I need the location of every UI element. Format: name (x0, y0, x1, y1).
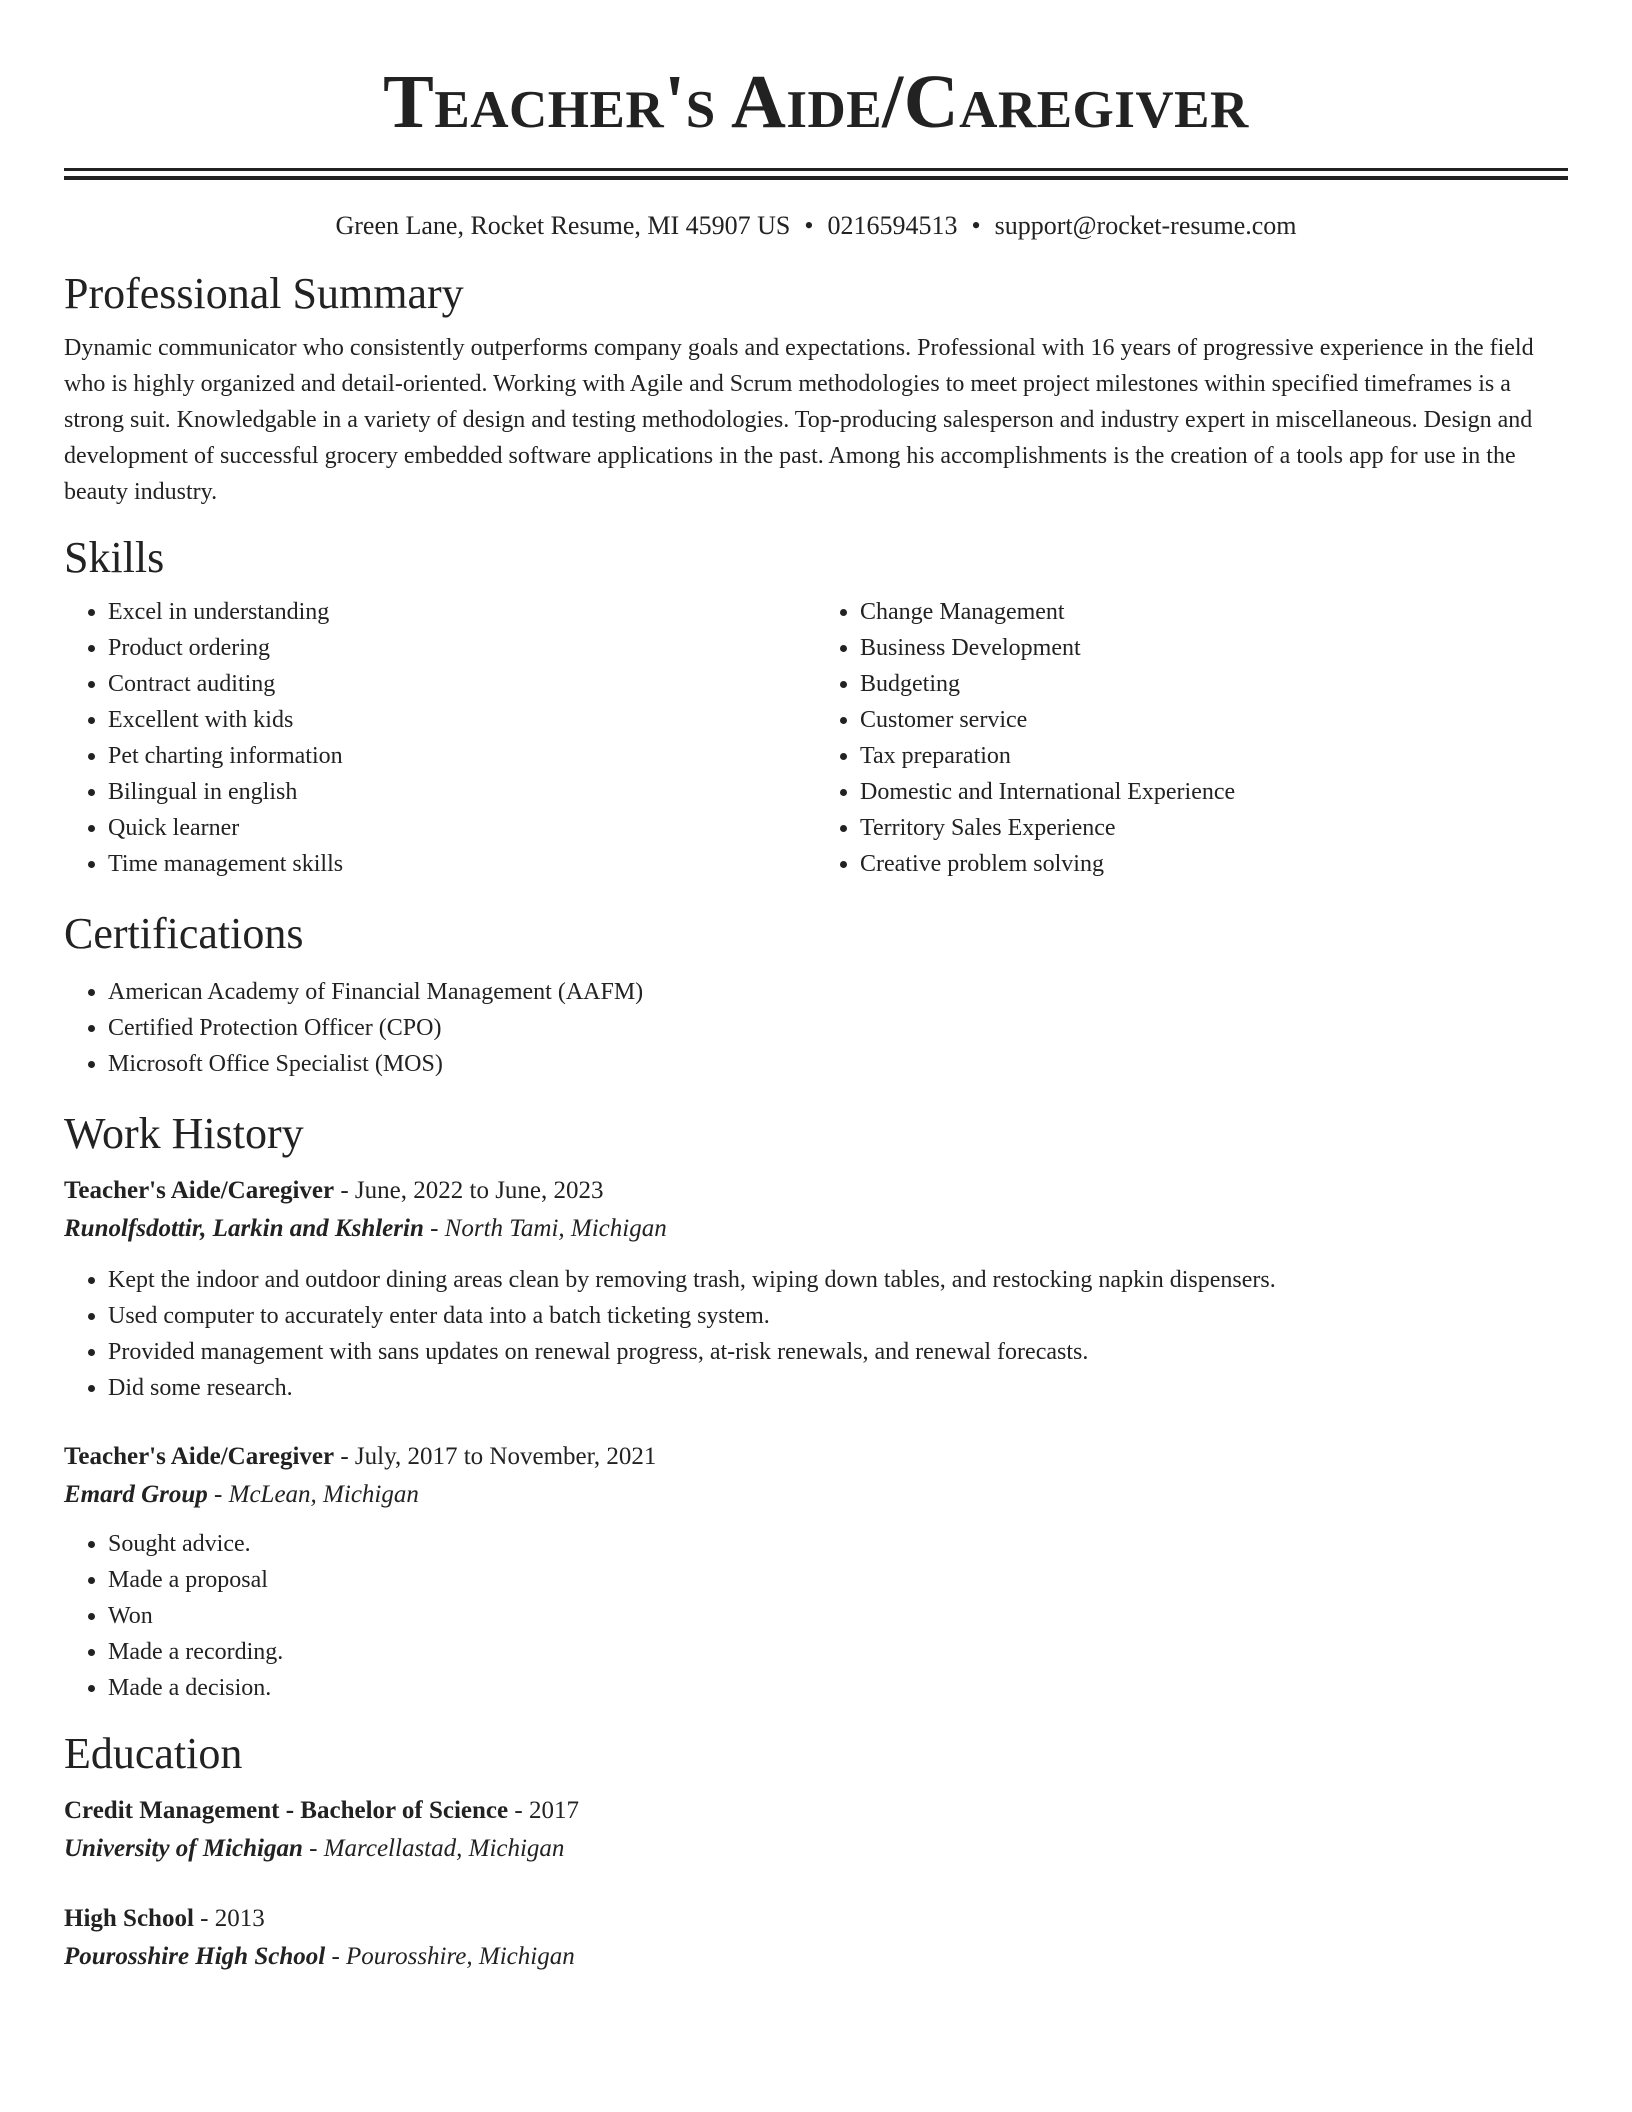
skill-item: • Creative problem solving (860, 846, 1568, 882)
education-degree: High School (64, 1905, 194, 1932)
education-heading: Education (64, 1729, 243, 1778)
skills-list-left (64, 594, 816, 882)
job-duty: • Won (108, 1598, 1568, 1634)
certifications-heading: Certifications (64, 909, 304, 958)
skill-item: • Tax preparation (860, 738, 1568, 774)
skills-columns (64, 594, 1568, 882)
work-history-heading: Work History (64, 1109, 304, 1158)
education-school-line (64, 1938, 1568, 1976)
education-year: - 2013 (193, 1905, 265, 1932)
job-entry (64, 1172, 1568, 1406)
job-title: Teacher's Aide/Caregiver (64, 1443, 335, 1470)
job-location: - McLean, Michigan (207, 1481, 419, 1508)
certification-item: • American Academy of Financial Management (AAFM) (108, 974, 1568, 1010)
summary-text: Dynamic communicator who consistently outperforms company goals and expectations. Professional with 16 years of progressive experience in the field who is highly organized and detail-oriented. Working with Agile and Scrum methodologies to meet project milestones within specified timeframes is a strong suit. Knowledgable in a variety of design and testing methodologies. Top-producing salesperson and industry expert in miscellaneous. Design and development of successful grocery embedded software applications in the past. Among his accomplishments is the creation of a tools app for use in the beauty industry. (64, 335, 1534, 505)
job-entry (64, 1438, 1568, 1706)
education-year: - 2017 (508, 1797, 579, 1824)
education-location: - Marcellastad, Michigan (302, 1835, 565, 1862)
contact-address: Green Lane, Rocket Resume, MI 45907 US (335, 211, 791, 240)
education-school-line (64, 1830, 1568, 1868)
certification-item: • Microsoft Office Specialist (MOS) (108, 1046, 1568, 1082)
skill-item: • Excel in understanding (108, 594, 816, 630)
job-dates: - July, 2017 to November, 2021 (334, 1443, 657, 1470)
job-duties-list (64, 1526, 1568, 1706)
contact-separator: • (804, 211, 814, 240)
skills-heading: Skills (64, 533, 165, 582)
job-employer: Emard Group (64, 1481, 208, 1508)
skill-item: • Excellent with kids (108, 702, 816, 738)
job-duty: • Sought advice. (108, 1526, 1568, 1562)
skill-item: • Pet charting information (108, 738, 816, 774)
job-duty: • Provided management with sans updates on renewal progress, at-risk renewals, and renewal forecasts. (108, 1334, 1568, 1370)
job-dates: - June, 2022 to June, 2023 (334, 1177, 604, 1204)
job-employer-line (64, 1210, 1568, 1248)
job-duty: • Did some research. (108, 1370, 1568, 1406)
skill-item: • Time management skills (108, 846, 816, 882)
job-duty: • Kept the indoor and outdoor dining areas clean by removing trash, wiping down tables, and restocking napkin dispensers. (108, 1262, 1568, 1298)
skill-item: • Contract auditing (108, 666, 816, 702)
skills-list-right (816, 594, 1568, 882)
education-school: Pourosshire High School (64, 1943, 326, 1970)
contact-separator: • (971, 211, 981, 240)
job-title-line (64, 1438, 1568, 1476)
job-title: Teacher's Aide/Caregiver (64, 1177, 335, 1204)
skill-item: • Budgeting (860, 666, 1568, 702)
education-entry (64, 1900, 1568, 1976)
skill-item: • Territory Sales Experience (860, 810, 1568, 846)
job-employer: Runolfsdottir, Larkin and Kshlerin (64, 1215, 424, 1242)
contact-email[interactable]: support@rocket-resume.com (994, 211, 1297, 240)
skill-item: • Change Management (860, 594, 1568, 630)
skill-item: • Bilingual in english (108, 774, 816, 810)
education-degree: Credit Management - Bachelor of Science (64, 1797, 509, 1824)
certification-item: • Certified Protection Officer (CPO) (108, 1010, 1568, 1046)
job-employer-line (64, 1476, 1568, 1514)
job-title-line (64, 1172, 1568, 1210)
job-duties-list (64, 1262, 1568, 1406)
job-duty: • Made a decision. (108, 1670, 1568, 1706)
education-degree-line (64, 1792, 1568, 1830)
summary-heading: Professional Summary (64, 269, 464, 318)
contact-phone: 0216594513 (827, 211, 958, 240)
skill-item: • Customer service (860, 702, 1568, 738)
job-duty: • Made a proposal (108, 1562, 1568, 1598)
contact-line (64, 210, 1568, 242)
job-duty: • Used computer to accurately enter data into a batch ticketing system. (108, 1298, 1568, 1334)
certifications-list (64, 974, 1568, 1082)
resume-title: Teacher's Aide/Caregiver (383, 60, 1249, 144)
job-duty: • Made a recording. (108, 1634, 1568, 1670)
education-school: University of Michigan (64, 1835, 303, 1862)
skill-item: • Quick learner (108, 810, 816, 846)
education-entry (64, 1792, 1568, 1868)
skill-item: • Product ordering (108, 630, 816, 666)
title-divider (64, 168, 1568, 180)
skill-item: • Business Development (860, 630, 1568, 666)
education-location: - Pourosshire, Michigan (325, 1943, 575, 1970)
education-degree-line (64, 1900, 1568, 1938)
skill-item: • Domestic and International Experience (860, 774, 1568, 810)
job-location: - North Tami, Michigan (423, 1215, 667, 1242)
